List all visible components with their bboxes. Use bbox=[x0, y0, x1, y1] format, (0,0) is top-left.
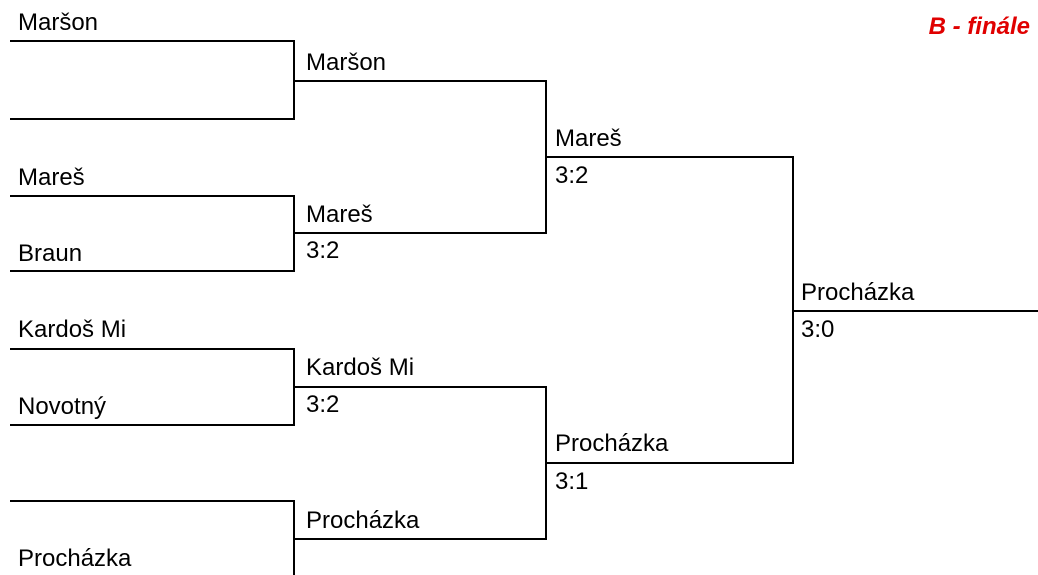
round1-line-2 bbox=[10, 118, 294, 120]
round1-player-6: Novotný bbox=[18, 393, 107, 420]
round1-line-3 bbox=[10, 195, 294, 197]
round3-player-2: Procházka bbox=[555, 430, 669, 457]
round2-line-3 bbox=[293, 386, 546, 388]
round3-line-2 bbox=[545, 462, 793, 464]
round1-player-4: Braun bbox=[18, 240, 83, 267]
round2-player-4: Procházka bbox=[306, 507, 420, 534]
round2-score-2: 3:2 bbox=[306, 237, 340, 264]
final-score: 3:0 bbox=[801, 316, 835, 343]
round2-line-4 bbox=[293, 538, 546, 540]
final-line bbox=[792, 310, 1038, 312]
round1-line-5 bbox=[10, 348, 294, 350]
round1-player-1: Maršon bbox=[18, 9, 99, 36]
round1-line-7 bbox=[10, 500, 294, 502]
round1-line-4 bbox=[10, 270, 294, 272]
round3-score-1: 3:2 bbox=[555, 162, 589, 189]
round2-score-3: 3:2 bbox=[306, 391, 340, 418]
round1-player-8: Procházka bbox=[18, 545, 132, 572]
round1-player-5: Kardoš Mi bbox=[18, 316, 127, 343]
bracket-title: B - finále bbox=[928, 13, 1030, 40]
final-winner: Procházka bbox=[801, 279, 915, 306]
round2-line-2 bbox=[293, 232, 546, 234]
round2-player-2: Mareš bbox=[306, 201, 373, 228]
round2-player-3: Kardoš Mi bbox=[306, 354, 415, 381]
round3-score-2: 3:1 bbox=[555, 468, 589, 495]
round2-player-1: Maršon bbox=[306, 49, 387, 76]
round1-player-3: Mareš bbox=[18, 164, 85, 191]
round3-player-1: Mareš bbox=[555, 125, 622, 152]
round2-line-1 bbox=[293, 80, 546, 82]
round1-line-1 bbox=[10, 40, 294, 42]
round3-line-1 bbox=[545, 156, 793, 158]
round1-line-6 bbox=[10, 424, 294, 426]
